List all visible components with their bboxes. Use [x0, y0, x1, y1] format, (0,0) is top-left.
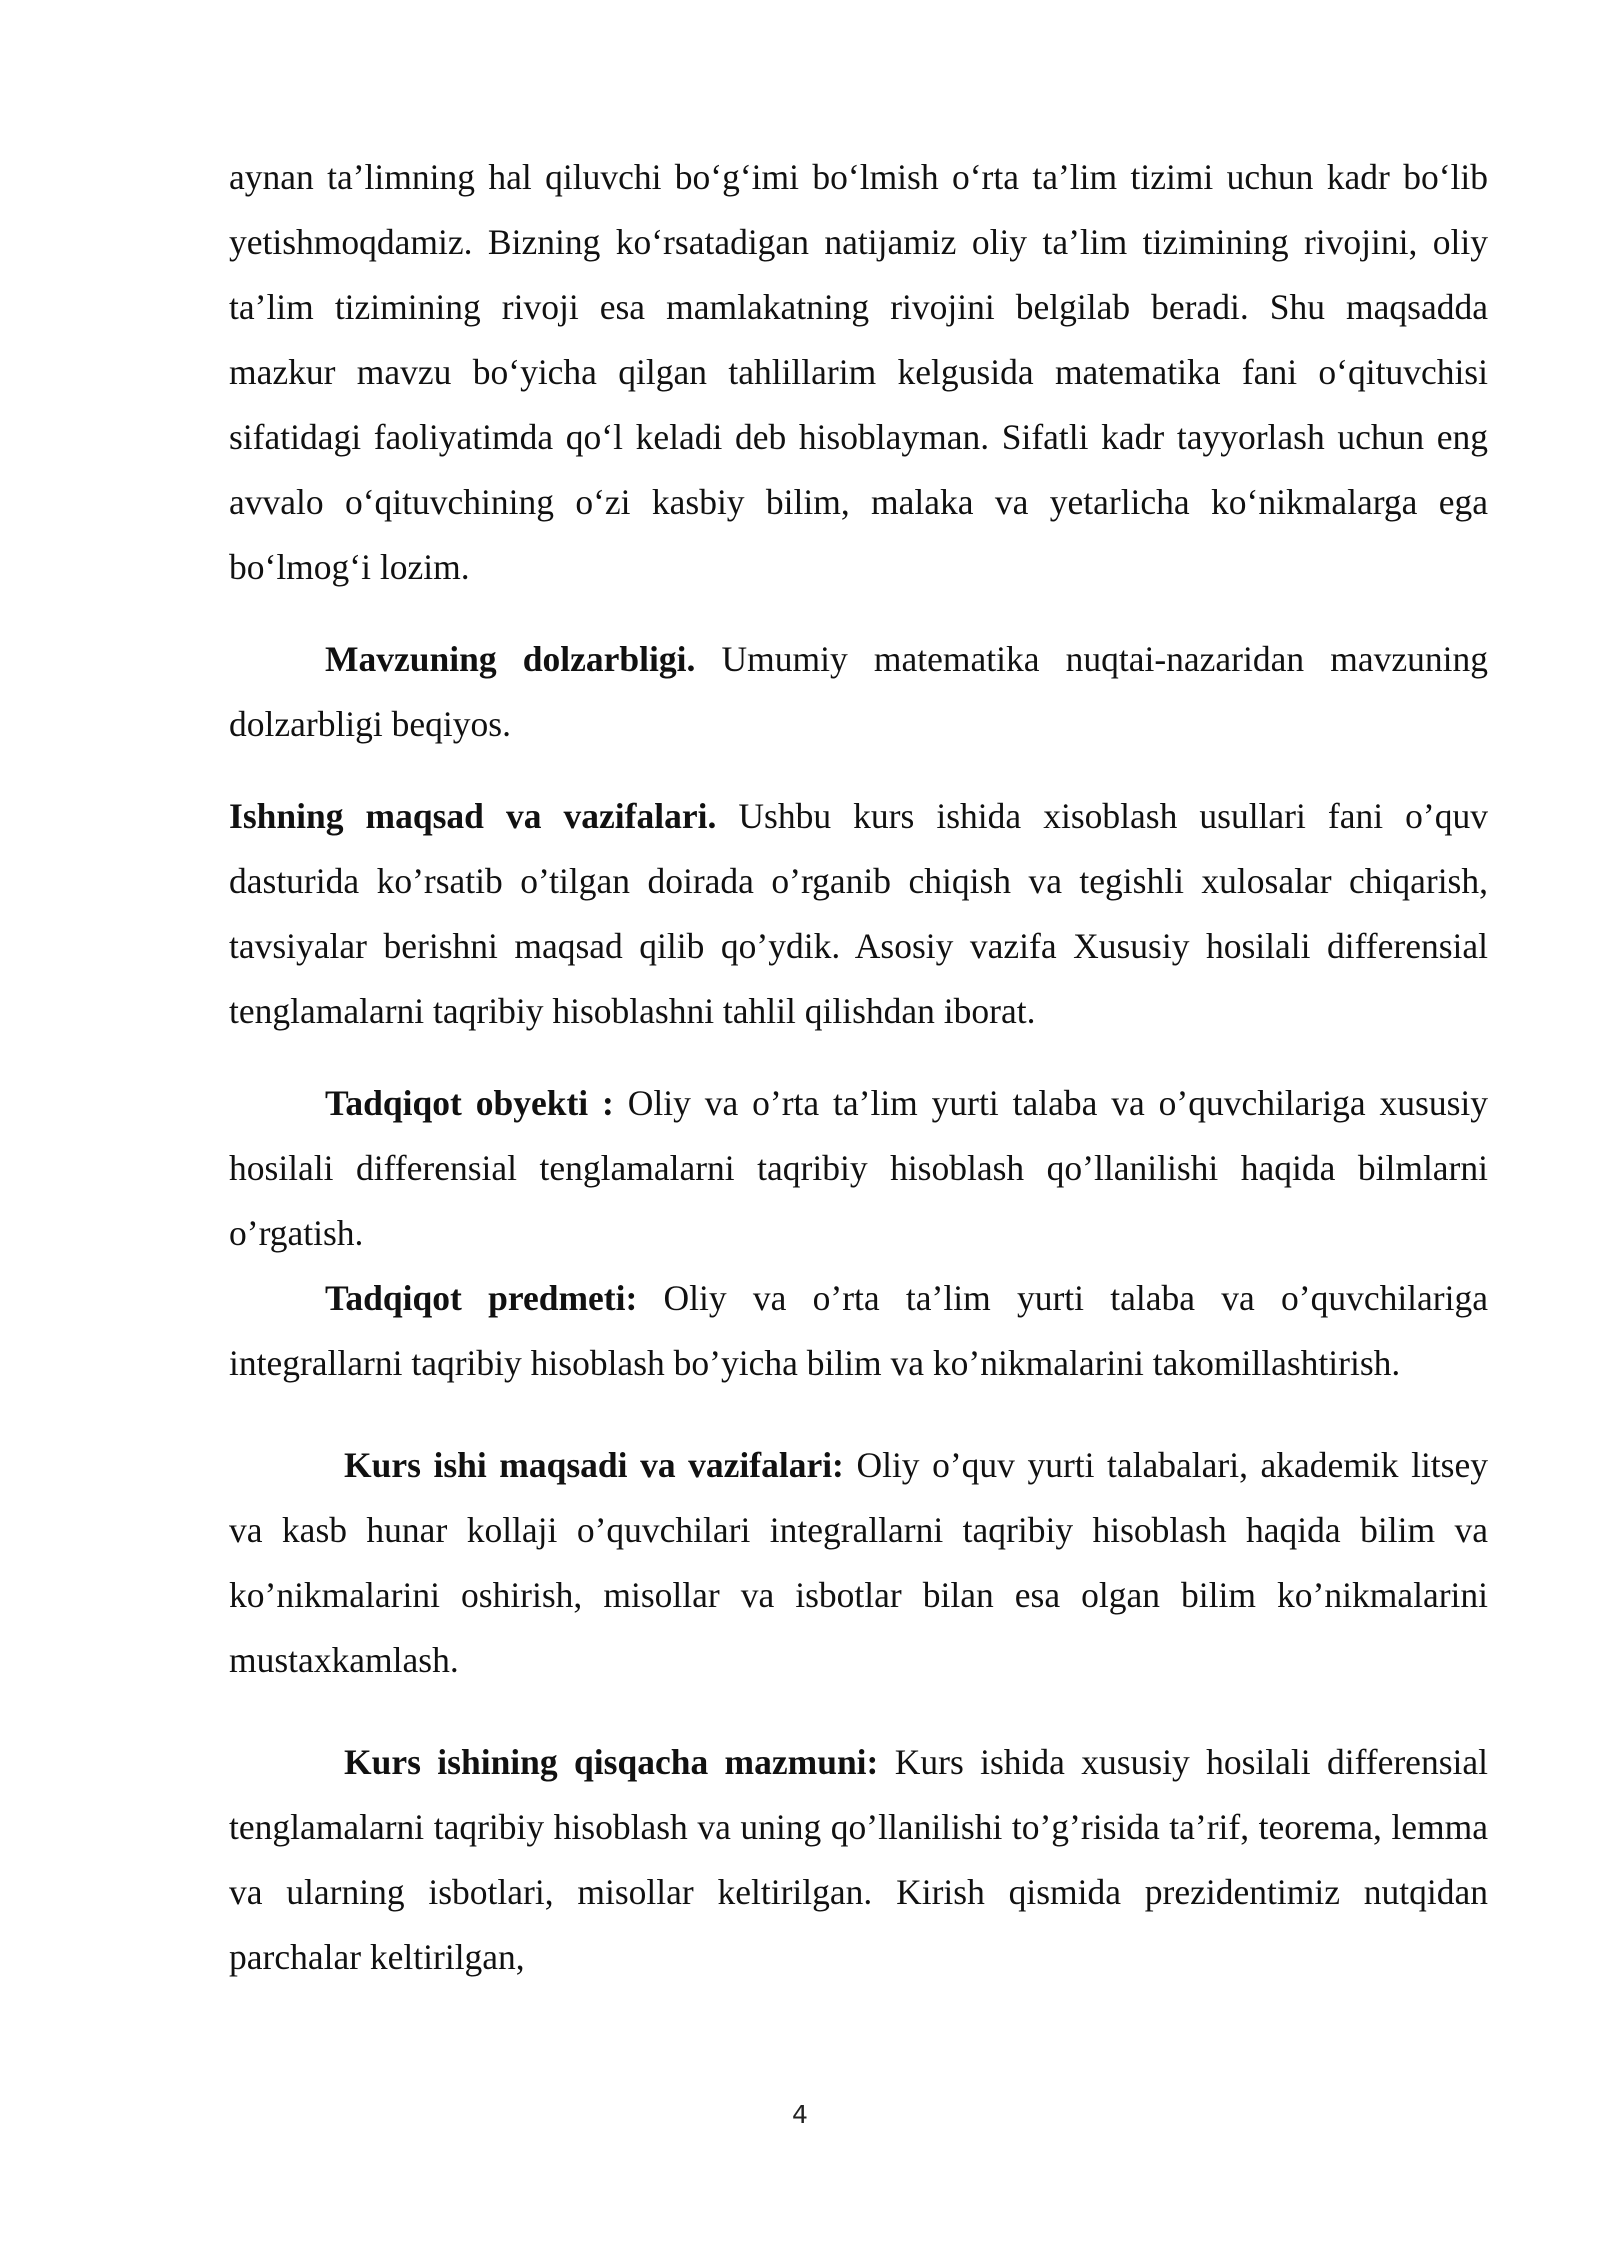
research-subject-text: Oliy va o’rta ta’lim yurti talaba va o’quvchilariga integrallarni taqribiy hisoblash bo’yicha bilim va ko’nikmalarini takomillashtirish.: [229, 1278, 1488, 1383]
research-object-heading: Tadqiqot obyekti :: [325, 1083, 614, 1123]
goals-paragraph: [229, 784, 1488, 1044]
intro-text: aynan ta’limning hal qiluvchi bo‘g‘imi bo‘lmish o‘rta ta’lim tizimi uchun kadr bo‘lib yetishmoqdamiz. Bizning ko‘rsatadigan natijamiz oliy ta’lim tizimining rivojini, oliy ta’lim tizimining rivoji esa mamlakatning rivojini belgilab beradi. Shu maqsadda mazkur mavzu bo‘yicha qilgan tahlillarim kelgusida matematika fani o‘qituvchisi sifatidagi faoliyatimda qo‘l keladi deb hisoblayman. Sifatli kadr tayyorlash uchun eng avvalo o‘qituvchining o‘zi kasbiy bilim, malaka va yetarlicha ko‘nikmalarga ega bo‘lmog‘i lozim.: [229, 157, 1488, 587]
coursework-goals-text: Oliy o’quv yurti talabalari, akademik litsey va kasb hunar kollaji o’quvchilari integrallarni taqribiy hisoblash haqida bilim va ko’nikmalarini oshirish, misollar va isbotlar bilan esa olgan bilim ko’nikmalarini mustaxkamlash.: [229, 1445, 1488, 1680]
goals-heading: Ishning maqsad va vazifalari.: [229, 796, 717, 836]
intro-paragraph: [229, 145, 1488, 600]
coursework-goals-heading: Kurs ishi maqsadi va vazifalari:: [344, 1445, 844, 1485]
relevance-paragraph: [229, 627, 1488, 757]
coursework-summary-text: Kurs ishida xususiy hosilali differensial tenglamalarni taqribiy hisoblash va uning qo’llanilishi to’g’risida ta’rif, teorema, lemma va ularning isbotlari, misollar keltirilgan. Kirish qismida prezidentimiz nutqidan parchalar keltirilgan,: [229, 1742, 1488, 1977]
research-object-text: Oliy va o’rta ta’lim yurti talaba va o’quvchilariga xususiy hosilali differensial tenglamalarni taqribiy hisoblash qo’llanilishi haqida bilmlarni o’rgatish.: [229, 1083, 1488, 1253]
coursework-goals-paragraph: [229, 1433, 1488, 1693]
goals-text: Ushbu kurs ishida xisoblash usullari fani o’quv dasturida ko’rsatib o’tilgan doirada o’rganib chiqish va tegishli xulosalar chiqarish, tavsiyalar berishni maqsad qilib qo’ydik. Asosiy vazifa Xususiy hosilali differensial tenglamalarni taqribiy hisoblashni tahlil qilishdan iborat.: [229, 796, 1488, 1031]
relevance-text: Umumiy matematika nuqtai-nazaridan mavzuning dolzarbligi beqiyos.: [229, 639, 1489, 744]
coursework-summary-paragraph: [229, 1730, 1488, 1990]
coursework-summary-heading: Kurs ishining qisqacha mazmuni:: [344, 1742, 879, 1782]
document-page: [229, 145, 1488, 1990]
relevance-heading: Mavzuning dolzarbligi.: [325, 639, 696, 679]
page-number: 4: [792, 2100, 808, 2129]
research-subject-heading: Tadqiqot predmeti:: [325, 1278, 638, 1318]
research-subject-paragraph: [229, 1266, 1488, 1396]
research-object-paragraph: [229, 1071, 1488, 1266]
